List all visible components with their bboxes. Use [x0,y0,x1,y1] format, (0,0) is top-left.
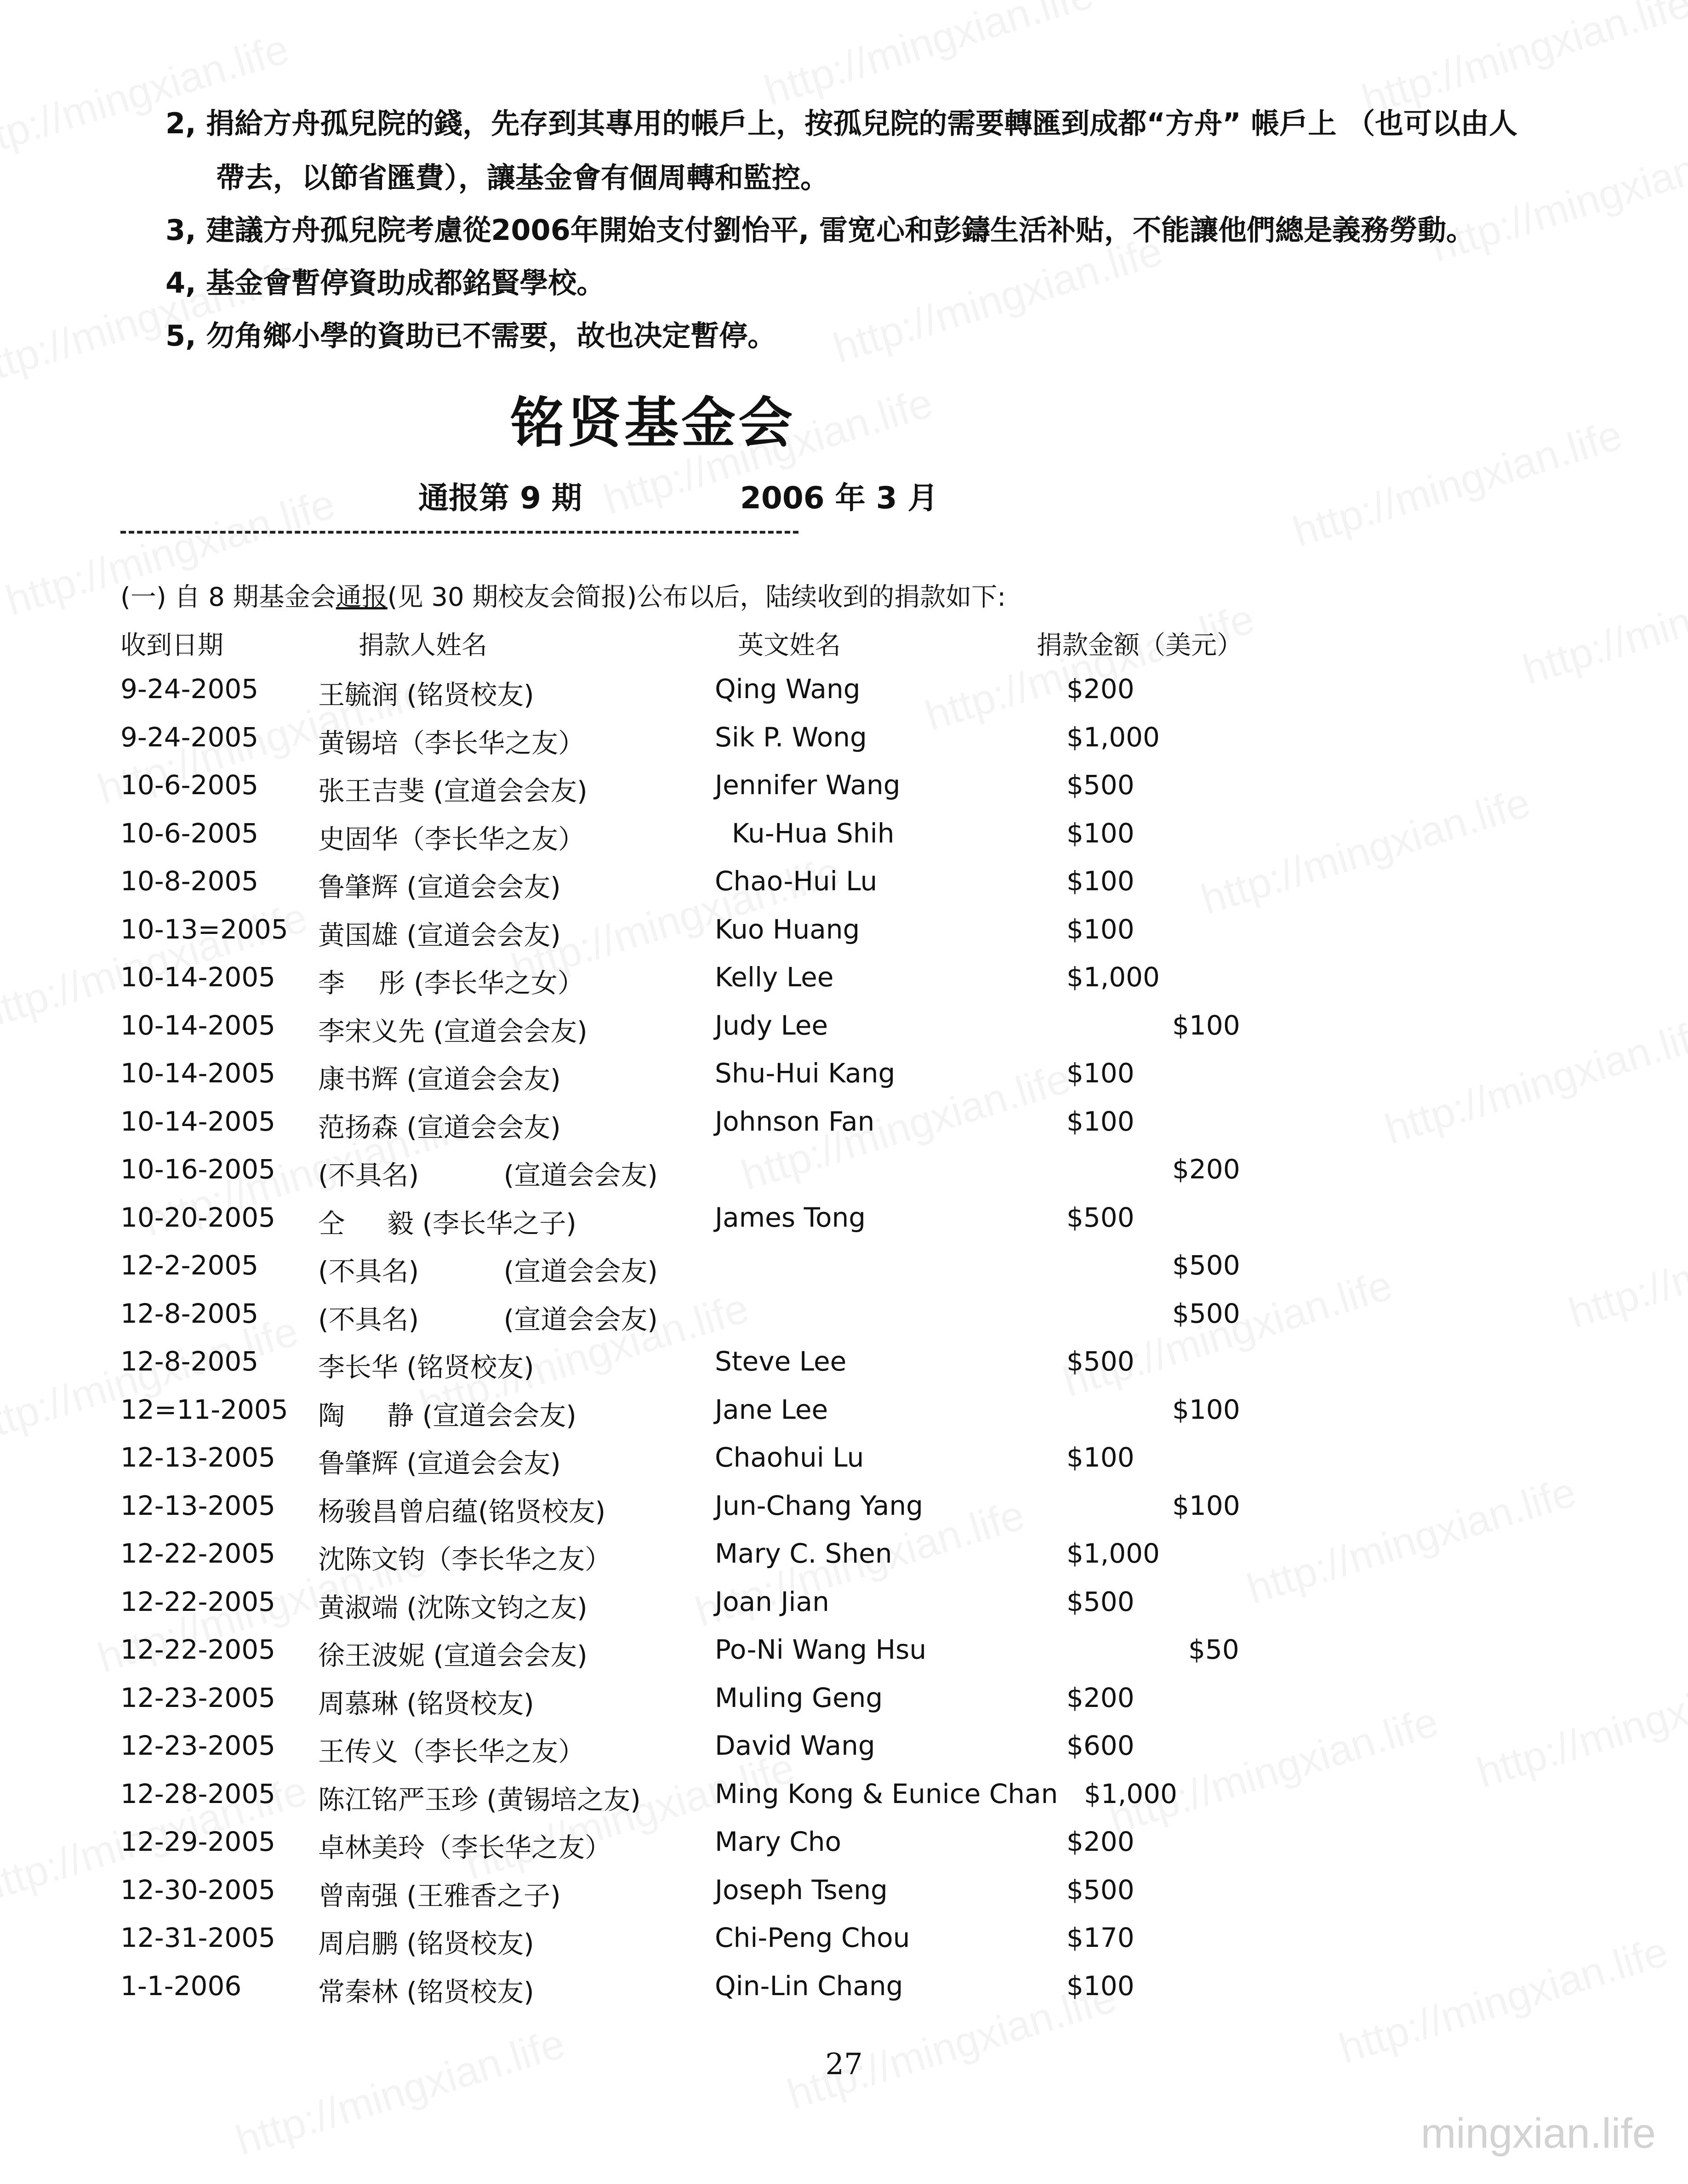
donation-amount: $100 [1172,1393,1240,1425]
watermark-text [828,227,1168,373]
donor-english-name: James Tong [715,1201,866,1233]
donation-date: 1-1-2006 [120,1970,242,2002]
table-row [0,1442,1379,1488]
donation-date: 12-13-2005 [120,1490,276,1521]
donation-date: 12-28-2005 [120,1778,276,1809]
donor-english-name: Po-Ni Wang Hsu [715,1634,927,1665]
table-row [0,1058,1379,1103]
donation-amount: $100 [1066,865,1135,897]
donor-name: 黄淑端 (沈陈文钧之友) [318,1592,587,1623]
donation-date: 12-22-2005 [120,1538,276,1569]
donation-amount: $200 [1172,1154,1240,1185]
donation-date: 12-8-2005 [120,1297,259,1329]
table-row [0,865,1379,911]
donor-name: 卓林美玲（李长华之友） [318,1832,612,1863]
donor-english-name: Qin-Lin Chang [715,1970,903,2002]
donation-amount: $1,000 [1066,961,1160,993]
donation-amount: $100 [1066,1105,1135,1137]
donation-date: 10-8-2005 [120,865,259,897]
donor-english-name: Jun-Chang Yang [715,1490,923,1521]
watermark-text [1426,126,1688,272]
column-header-date: 收到日期 [120,631,223,660]
donation-amount: $1,000 [1066,1538,1160,1569]
donor-english-name: Jane Lee [715,1393,828,1425]
donor-english-name: Sik P. Wong [715,721,867,753]
donor-english-name: Qing Wang [715,673,861,705]
table-row [0,1202,1379,1248]
donor-name: 周启鹏 (铭贤校友) [318,1928,534,1959]
table-row [0,914,1379,960]
donation-amount: $1,000 [1066,721,1160,753]
watermark-text [0,25,295,171]
donor-english-name: Jennifer Wang [715,769,901,801]
table-row [0,1538,1379,1584]
donor-name: 陶 静 (宣道会会友) [318,1399,576,1431]
issue-date: 2006 年 3 月 [740,480,938,516]
table-row [0,1490,1379,1536]
donor-english-name: Joseph Tseng [715,1874,888,1905]
donation-amount: $100 [1172,1009,1240,1041]
donor-english-name: David Wang [715,1730,875,1761]
table-row [0,1586,1379,1632]
donor-name: 张王吉斐 (宣道会会友) [318,775,587,807]
page-number: 27 [825,2048,863,2082]
donation-amount: $50 [1188,1634,1239,1665]
table-row [0,1826,1379,1872]
donation-amount: $100 [1066,1970,1135,2002]
donor-name: 王传义（李长华之友） [318,1736,585,1767]
watermark-text [759,0,1099,115]
donation-date: 10-20-2005 [120,1201,276,1233]
donation-date: 9-24-2005 [120,721,259,753]
donor-name: 李宋义先 (宣道会会友) [318,1015,587,1047]
donation-amount: $170 [1066,1922,1135,1953]
donor-name: 鲁肇辉 (宣道会会友) [318,871,561,903]
donation-date: 12-29-2005 [120,1826,276,1857]
donation-date: 12-13-2005 [120,1442,276,1473]
donor-english-name: Steve Lee [715,1346,847,1377]
brand-watermark: mingxian.life [1420,2110,1656,2157]
table-row [0,1682,1379,1728]
donation-amount: $500 [1172,1250,1240,1281]
donation-amount: $500 [1172,1297,1240,1329]
donation-amount: $100 [1172,1490,1240,1521]
donation-date: 10-6-2005 [120,817,259,849]
donation-amount: $200 [1066,1682,1135,1713]
donor-english-name: Johnson Fan [715,1105,875,1137]
intro-item-3: 3, 建議方舟孤兒院考慮從2006年開始支付劉怡平, 雷宽心和彭鑄生活补贴，不能讓他們總是義務勞動。 [165,213,1475,247]
donation-date: 10-14-2005 [120,1105,276,1137]
watermark-text [230,2019,570,2165]
watermark-text [1380,1008,1688,1154]
donor-english-name: Kelly Lee [715,961,834,993]
intro-prefix: (一) 自 8 期基金会 [120,582,336,612]
donor-english-name: Mary Cho [715,1826,841,1857]
donor-english-name: Muling Geng [715,1682,883,1713]
intro-suffix: (见 30 期校友会简报)公布以后，陆续收到的捐款如下: [387,582,1006,612]
donor-name: 李 彤 (李长华之女） [318,967,584,999]
donation-date: 10-14-2005 [120,961,276,993]
donor-english-name: Joan Jian [715,1586,829,1617]
intro-item-4: 4, 基金會暫停資助成都銘賢學校。 [165,266,605,300]
donor-english-name: Judy Lee [715,1009,828,1041]
donation-amount: $100 [1066,817,1135,849]
donation-date: 9-24-2005 [120,673,259,705]
watermark-text [1357,0,1688,125]
donation-date: 10-6-2005 [120,769,259,801]
donor-english-name: Ming Kong & Eunice Chan [715,1778,1058,1809]
donation-date: 10-13=2005 [120,913,288,945]
table-row [0,1922,1379,1968]
donation-amount: $500 [1066,1201,1135,1233]
donor-name: (不具名) (宣道会会友) [318,1303,658,1335]
donation-date: 12-2-2005 [120,1250,259,1281]
donor-name: 范扬森 (宣道会会友) [318,1111,561,1143]
donation-amount: $100 [1066,913,1135,945]
donation-amount: $600 [1066,1730,1135,1761]
intro-item-2-line2: 帶去，以節省匯費），讓基金會有個周轉和監控。 [216,161,829,194]
table-row [0,1346,1379,1392]
watermark-text [1288,411,1628,557]
donor-name: 黄锡培（李长华之友） [318,727,585,759]
page-title: 铭贤基金会 [510,391,795,455]
donor-name: 李长华 (铭贤校友) [318,1352,534,1383]
donation-date: 10-14-2005 [120,1009,276,1041]
donor-name: 周慕琳 (铭贤校友) [318,1688,534,1719]
table-row [0,961,1379,1007]
donation-amount: $100 [1066,1058,1135,1089]
donor-name: 曾南强 (王雅香之子) [318,1880,561,1911]
intro-item-5: 5, 勿角鄉小學的資助已不需要，故也决定暫停。 [165,319,776,353]
table-row [0,1250,1379,1296]
table-row [0,769,1379,815]
donation-amount: $500 [1066,769,1135,801]
donor-name: (不具名) (宣道会会友) [318,1256,658,1287]
table-row [0,1778,1379,1824]
donor-english-name: Chao-Hui Lu [715,865,878,897]
donation-amount: $500 [1066,1586,1135,1617]
donor-name: (不具名) (宣道会会友) [318,1160,658,1191]
donation-amount: $200 [1066,1826,1135,1857]
donor-english-name: Kuo Huang [715,913,860,945]
donation-date: 12-22-2005 [120,1634,276,1665]
donation-amount: $500 [1066,1874,1135,1905]
donation-date: 12=11-2005 [120,1393,288,1425]
donor-english-name: Shu-Hui Kang [715,1058,895,1089]
table-row [0,673,1379,719]
table-row [0,1298,1379,1344]
donor-name: 徐王波妮 (宣道会会友) [318,1640,587,1671]
donation-date: 10-16-2005 [120,1154,276,1185]
donor-english-name: Mary C. Shen [715,1538,892,1569]
column-header-amount: 捐款金额（美元） [1037,631,1243,660]
watermark-text [1471,1652,1688,1797]
donation-date: 12-8-2005 [120,1346,259,1377]
donation-date: 12-23-2005 [120,1730,276,1761]
table-row [0,1970,1379,2016]
donation-amount: $200 [1066,673,1135,705]
table-row [0,1730,1379,1776]
donor-english-name: Ku-Hua Shih [715,817,895,849]
donation-date: 10-14-2005 [120,1058,276,1089]
table-row [0,818,1379,864]
table-row [0,1010,1379,1056]
table-row [0,1874,1379,1920]
donation-intro [120,577,1006,614]
donor-name: 鲁肇辉 (宣道会会友) [318,1448,561,1479]
donor-name: 黄国雄 (宣道会会友) [318,919,561,951]
donor-name: 杨骏昌曾启蕴(铭贤校友) [318,1496,606,1527]
table-row [0,722,1379,768]
donation-date: 12-31-2005 [120,1922,276,1953]
intro-item-2-line1: 2, 捐給方舟孤兒院的錢，先存到其專用的帳戶上，按孤兒院的需要轉匯到成都“方舟” 帳戶上 （也可以由人 [165,107,1517,140]
table-row [0,1394,1379,1440]
donation-date: 12-23-2005 [120,1682,276,1713]
donor-name: 陈江铭严玉珍 (黄锡培之友) [318,1784,641,1815]
donor-name: 康书辉 (宣道会会友) [318,1064,561,1095]
donor-name: 史固华（李长华之友） [318,823,585,855]
donation-amount: $1,000 [1084,1778,1177,1809]
divider-line [120,531,798,534]
donor-english-name: Chaohui Lu [715,1442,864,1473]
intro-underlined-term: 通报 [336,582,388,612]
donation-date: 12-30-2005 [120,1874,276,1905]
donor-name: 仝 毅 (李长华之子) [318,1207,576,1239]
watermark-text [1563,1192,1688,1338]
column-header-name: 捐款人姓名 [359,631,487,660]
table-row [0,1154,1379,1200]
table-row [0,1634,1379,1680]
column-header-en-name: 英文姓名 [738,631,841,660]
donor-name: 沈陈文钧（李长华之友） [318,1544,612,1575]
donor-english-name: Chi-Peng Chou [715,1922,910,1953]
donation-date: 12-22-2005 [120,1586,276,1617]
watermark-text [1517,549,1688,694]
donation-amount: $100 [1066,1442,1135,1473]
donor-name: 王毓润 (铭贤校友) [318,679,534,711]
table-row [0,1106,1379,1152]
donor-name: 常秦林 (铭贤校友) [318,1976,534,2008]
donation-amount: $500 [1066,1346,1135,1377]
issue-number: 通报第 9 期 [418,480,582,516]
